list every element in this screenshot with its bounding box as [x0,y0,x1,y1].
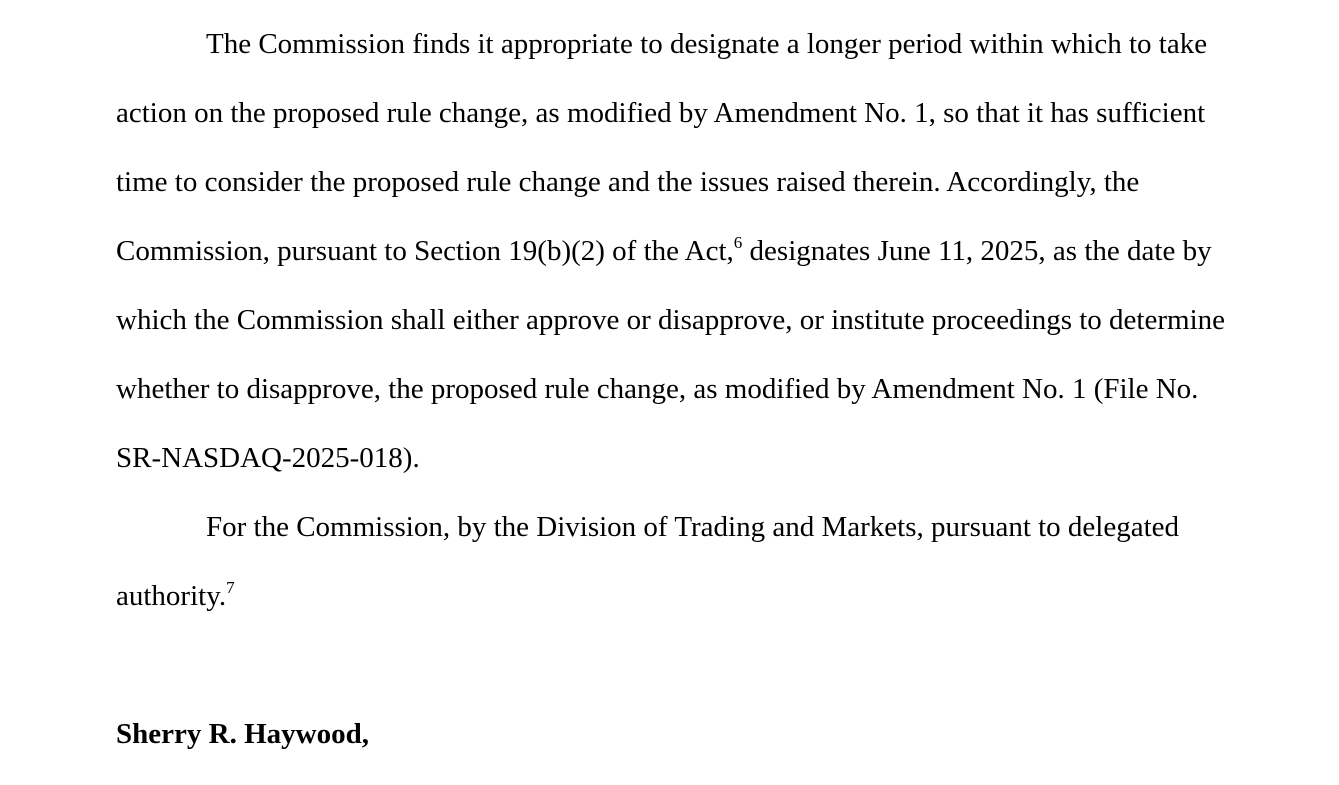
paragraph-1-line-3: time to consider the proposed rule change and the issues raised therein. Accordingly, the [116,166,1140,198]
paragraph-1-line-4 [116,233,1212,267]
paragraph-1-line-4-part-1: Commission, pursuant to Section 19(b)(2) of the Act, [116,235,734,267]
paragraph-1-line-7: SR-NASDAQ-2025-018). [116,442,420,474]
paragraph-1-line-4-part-2: designates June 11, 2025, as the date by [742,235,1212,267]
footnote-ref-7[interactable]: 7 [226,578,235,597]
paragraph-1-line-1: The Commission finds it appropriate to designate a longer period within which to take [206,28,1208,60]
paragraph-2-line-1: For the Commission, by the Division of Trading and Markets, pursuant to delegated [206,511,1180,543]
paragraph-1-line-6: whether to disapprove, the proposed rule change, as modified by Amendment No. 1 (File No. [116,373,1199,405]
signature-name: Sherry R. Haywood, [116,718,369,750]
footnote-ref-6[interactable]: 6 [733,233,743,252]
paragraph-1-line-2: action on the proposed rule change, as modified by Amendment No. 1, so that it has sufficient [116,97,1206,129]
paragraph-2-line-2-text: authority. [116,580,227,612]
paragraph-2-line-2 [116,578,235,612]
paragraph-1-line-5: which the Commission shall either approve or disapprove, or institute proceedings to determine [116,304,1225,336]
